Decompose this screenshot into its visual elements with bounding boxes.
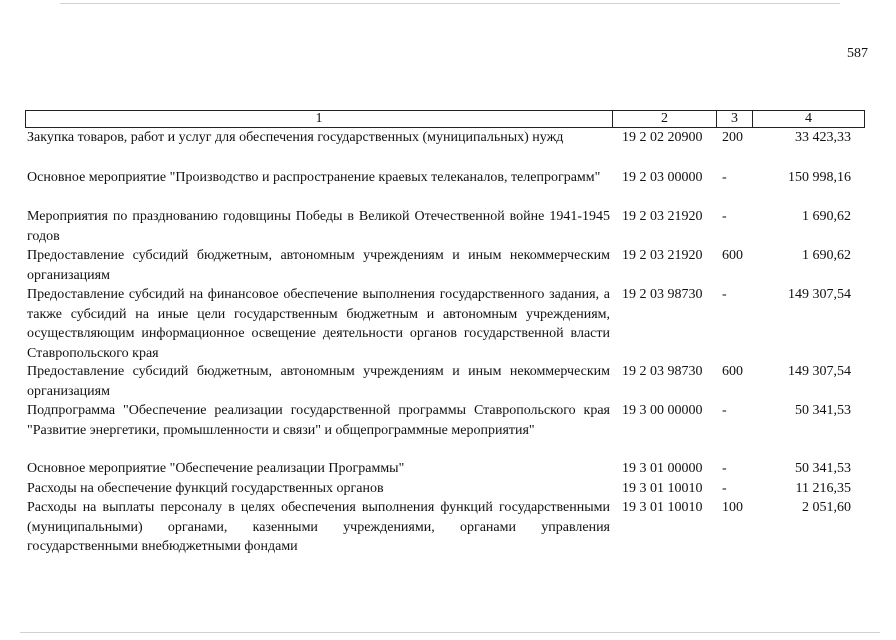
row-name: Предоставление субсидий на финансовое обеспечение выполнения государственного задания, а также субсидий на иные цели государственным бюджетным и автономным учреждениям, осуществляющим информационное освещение деятельности органов государственной власти Ставропольского края (27, 287, 610, 361)
row-code: 19 2 02 20900 (622, 130, 703, 145)
row-code: 19 3 00 00000 (622, 403, 703, 418)
scan-artifact-top (60, 3, 840, 4)
row-type: - (722, 170, 727, 185)
row-type: - (722, 403, 727, 418)
row-type: 600 (722, 248, 743, 263)
row-amount: 33 423,33 (795, 130, 851, 145)
row-code: 19 2 03 98730 (622, 287, 703, 302)
row-type: 100 (722, 500, 743, 515)
row-name: Закупка товаров, работ и услуг для обеспечения государственных (муниципальных) нужд (27, 130, 564, 145)
row-code: 19 2 03 21920 (622, 248, 703, 263)
row-amount: 50 341,53 (795, 403, 851, 418)
page-number: 587 (847, 46, 868, 61)
row-amount: 50 341,53 (795, 461, 851, 476)
row-amount: 1 690,62 (802, 209, 851, 224)
row-code: 19 2 03 98730 (622, 364, 703, 379)
row-name: Подпрограмма "Обеспечение реализации государственной программы Ставропольского края "Развитие энергетики, промышленности и связи" и общепрограммные мероприятия" (27, 403, 610, 438)
row-code: 19 3 01 10010 (622, 481, 703, 496)
row-type: - (722, 461, 727, 476)
row-name: Предоставление субсидий бюджетным, автономным учреждениям и иным некоммерческим организациям (27, 364, 610, 399)
row-name: Основное мероприятие "Производство и распространение краевых телеканалов, телепрограмм" (27, 170, 601, 185)
row-name: Расходы на выплаты персоналу в целях обеспечения выполнения функций государственными (муниципальными) органами, казенными учреждениями, органами управления государственными внебюджетными фондами (27, 500, 610, 554)
row-type: - (722, 287, 727, 302)
row-code: 19 2 03 21920 (622, 209, 703, 224)
row-code: 19 3 01 00000 (622, 461, 703, 476)
row-amount: 2 051,60 (802, 500, 851, 515)
row-name: Основное мероприятие "Обеспечение реализации Программы" (27, 461, 405, 476)
table-header (25, 110, 865, 128)
scan-artifact-bottom (20, 632, 880, 633)
row-type: 200 (722, 130, 743, 145)
row-code: 19 2 03 00000 (622, 170, 703, 185)
row-name: Расходы на обеспечение функций государственных органов (27, 481, 384, 496)
header-col-3: 3 (717, 111, 753, 127)
row-type: 600 (722, 364, 743, 379)
header-col-4: 4 (805, 111, 812, 126)
header-col-2: 2 (613, 111, 717, 127)
row-amount: 1 690,62 (802, 248, 851, 263)
row-type: - (722, 209, 727, 224)
row-name: Предоставление субсидий бюджетным, автономным учреждениям и иным некоммерческим организациям (27, 248, 610, 283)
row-code: 19 3 01 10010 (622, 500, 703, 515)
row-amount: 149 307,54 (788, 364, 851, 379)
row-name: Мероприятия по празднованию годовщины Победы в Великой Отечественной войне 1941-1945 годов (27, 209, 610, 244)
row-amount: 149 307,54 (788, 287, 851, 302)
header-col-1: 1 (26, 111, 613, 127)
row-amount: 11 216,35 (795, 481, 851, 496)
row-type: - (722, 481, 727, 496)
row-amount: 150 998,16 (788, 170, 851, 185)
